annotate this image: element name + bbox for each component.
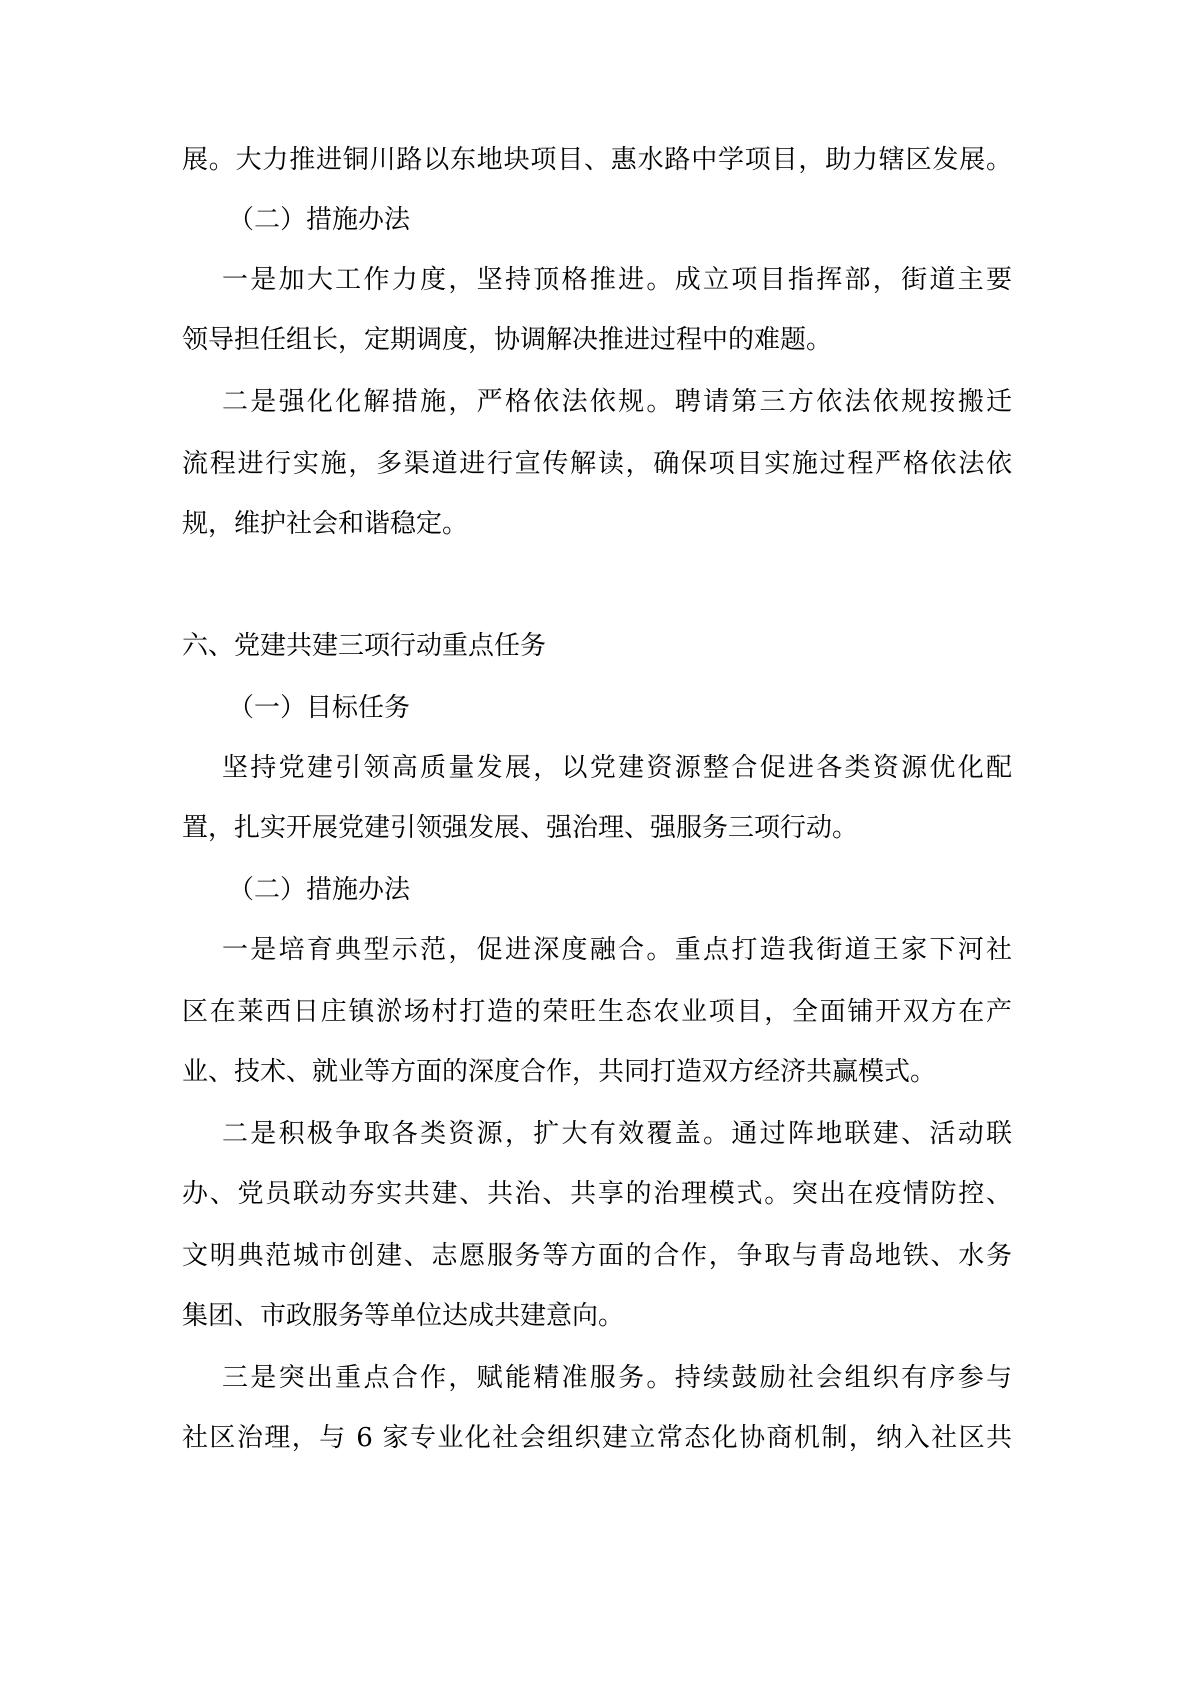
subheading-measures-2: （二）措施办法 [228, 875, 411, 905]
text-line-14: 区在莱西日庄镇淤场村打造的荣旺生态农业项目，全面铺开双方在产 [182, 997, 1012, 1027]
text-line-15: 业、技术、就业等方面的深度合作，共同打造双方经济共赢模式。 [182, 1057, 937, 1087]
section-heading-six: 六、党建共建三项行动重点任务 [182, 631, 547, 661]
text-line-6: 流程进行实施，多渠道进行宣传解读，确保项目实施过程严格依法依 [182, 449, 1012, 479]
text-line-17: 办、党员联动夯实共建、共治、共享的治理模式。突出在疫情防控、 [182, 1179, 1012, 1209]
text-line-1: 展。大力推进铜川路以东地块项目、惠水路中学项目，助力辖区发展。 [182, 145, 1012, 175]
text-line-11: 置，扎实开展党建引领强发展、强治理、强服务三项行动。 [182, 813, 859, 843]
text-line-18: 文明典范城市创建、志愿服务等方面的合作，争取与青岛地铁、水务 [182, 1241, 1012, 1271]
subheading-measures-1: （二）措施办法 [228, 205, 411, 235]
text-line-21: 社区治理，与 6 家专业化社会组织建立常态化协商机制，纳入社区共 [182, 1423, 1012, 1453]
text-line-13: 一是培育典型示范，促进深度融合。重点打造我街道王家下河社 [222, 935, 1012, 965]
text-line-10: 坚持党建引领高质量发展，以党建资源整合促进各类资源优化配 [222, 753, 1012, 783]
text-line-3: 一是加大工作力度，坚持顶格推进。成立项目指挥部，街道主要 [222, 265, 1012, 295]
subheading-goals: （一）目标任务 [228, 693, 411, 723]
text-line-16: 二是积极争取各类资源，扩大有效覆盖。通过阵地联建、活动联 [222, 1119, 1012, 1149]
text-line-20: 三是突出重点合作，赋能精准服务。持续鼓励社会组织有序参与 [222, 1363, 1012, 1393]
text-line-5: 二是强化化解措施，严格依法依规。聘请第三方依法依规按搬迁 [222, 387, 1012, 417]
text-line-7: 规，维护社会和谐稳定。 [182, 509, 469, 539]
text-line-4: 领导担任组长，定期调度，协调解决推进过程中的难题。 [182, 325, 833, 355]
text-line-19: 集团、市政服务等单位达成共建意向。 [182, 1301, 625, 1331]
